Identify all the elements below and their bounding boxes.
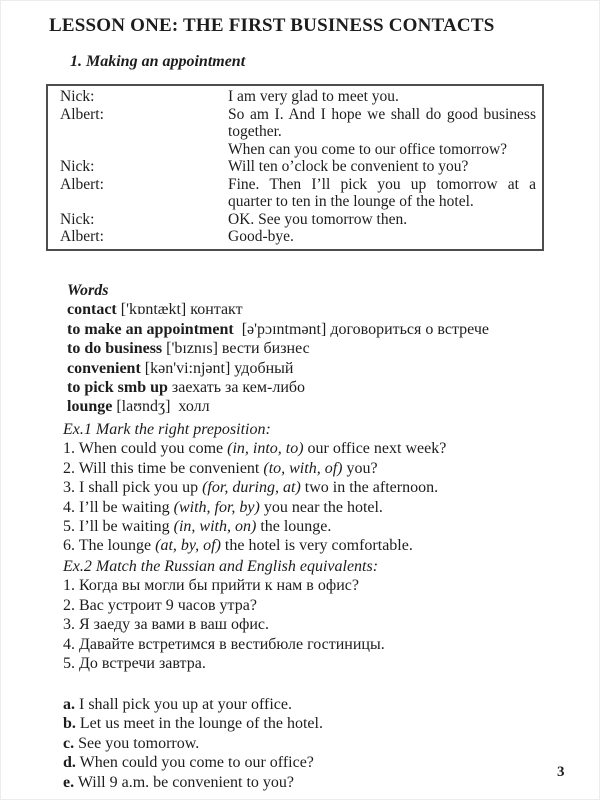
vocab-translation: заехать за кем-либо xyxy=(167,379,306,397)
vocab-entry xyxy=(67,359,489,378)
dialogue-speaker: Nick: xyxy=(60,210,95,228)
dialogue-line: together. xyxy=(228,123,282,140)
page-number: 3 xyxy=(557,764,565,780)
exercise-1-section xyxy=(63,420,446,556)
answer-letter: d. xyxy=(63,754,76,772)
vocab-translation: [laʊndʒ] холл xyxy=(112,398,210,416)
dialogue-row xyxy=(48,176,542,211)
dialogue-box xyxy=(46,84,544,251)
dialogue-row xyxy=(48,211,542,229)
exercise-item: 3. I shall pick you up (for, during, at) two in the afternoon. xyxy=(63,479,439,497)
exercise-item: 1. Когда вы могли бы прийти к нам в офис? xyxy=(63,577,359,595)
dialogue-speaker: Nick: xyxy=(60,88,95,105)
dialogue-speaker: Nick: xyxy=(60,158,95,175)
preposition-options: (in, into, to) xyxy=(227,440,304,458)
dialogue-row xyxy=(48,228,542,246)
exercise-item: 5. I’ll be waiting (in, with, on) the lounge. xyxy=(63,518,332,536)
exercise-item: 3. Я заеду за вами в ваш офис. xyxy=(63,616,270,634)
vocab-translation: ['bɪznɪs] вести бизнес xyxy=(162,340,310,358)
dialogue-speaker: Albert: xyxy=(60,228,104,245)
exercise-2-answers xyxy=(63,695,323,792)
exercise-item: 4. Давайте встретимся в вестибюле гостиницы. xyxy=(63,635,385,653)
vocab-translation: ['kɒntækt] контакт xyxy=(116,301,243,319)
preposition-options: (in, with, on) xyxy=(173,518,257,536)
vocab-term: to make an appointment xyxy=(67,320,234,338)
vocab-translation: [ə'pɔɪntmənt] договориться о встрече xyxy=(233,320,489,338)
dialogue-speaker: Albert: xyxy=(60,175,104,193)
exercise-2-heading: Ex.2 Match the Russian and English equivalents: xyxy=(63,558,379,575)
vocab-term: to pick smb up xyxy=(67,379,168,397)
dialogue-speech xyxy=(228,106,542,159)
answer-letter: a. xyxy=(63,696,75,713)
answer-letter: c. xyxy=(63,734,75,752)
exercise-item: 2. Вас устроит 9 часов утра? xyxy=(63,596,257,614)
dialogue-speech xyxy=(228,158,542,176)
exercise-item: 6. The lounge (at, by, of) the hotel is very comfortable. xyxy=(63,537,413,555)
dialogue-line: Fine. Then I’ll pick you up tomorrow at a xyxy=(228,175,536,193)
vocab-entry xyxy=(67,397,489,416)
dialogue-line: quarter to ten in the lounge of the hotel. xyxy=(228,193,474,210)
vocab-entry xyxy=(67,300,489,319)
lesson-title: LESSON ONE: THE FIRST BUSINESS CONTACTS xyxy=(49,15,495,36)
vocab-entry xyxy=(67,339,489,358)
answer-item: b. Let us meet in the lounge of the hotel. xyxy=(63,715,323,733)
exercise-item: 1. When could you come (in, into, to) our office next week? xyxy=(63,440,447,458)
vocab-entry xyxy=(67,320,489,339)
answer-item: a. I shall pick you up at your office. xyxy=(63,696,292,713)
vocab-translation: [kən'vi:njənt] удобный xyxy=(140,359,294,377)
dialogue-line: When can you come to our office tomorrow? xyxy=(228,140,508,158)
dialogue-row xyxy=(48,158,542,176)
preposition-options: (at, by, of) xyxy=(155,537,221,555)
dialogue-speaker: Albert: xyxy=(60,105,104,123)
answer-item: c. See you tomorrow. xyxy=(63,734,200,752)
dialogue-row xyxy=(48,88,542,106)
vocab-term: convenient xyxy=(67,359,141,377)
dialogue-line: Good-bye. xyxy=(228,228,294,245)
answer-letter: b. xyxy=(63,715,76,733)
preposition-options: (with, for, by) xyxy=(173,498,260,516)
vocab-term: to do business xyxy=(67,340,163,358)
vocab-term: contact xyxy=(67,301,117,319)
exercise-item: 4. I’ll be waiting (with, for, by) you near the hotel. xyxy=(63,498,383,516)
dialogue-line: Will ten o’clock be convenient to you? xyxy=(228,158,469,175)
section-heading: 1. Making an appointment xyxy=(70,53,246,70)
dialogue-line: I am very glad to meet you. xyxy=(228,88,399,105)
dialogue-speech xyxy=(228,211,542,229)
dialogue-speech xyxy=(228,88,542,106)
exercise-2-section xyxy=(63,557,385,673)
exercise-item: 2. Will this time be convenient (to, with, of) you? xyxy=(63,459,378,477)
vocab-entry xyxy=(67,378,489,397)
dialogue-speech xyxy=(228,176,542,211)
dialogue-speech xyxy=(228,228,542,246)
vocab-term: lounge xyxy=(67,398,113,416)
answer-item: d. When could you come to our office? xyxy=(63,754,314,772)
exercise-item: 5. До встречи завтра. xyxy=(63,655,206,673)
answer-item: e. Will 9 a.m. be convenient to you? xyxy=(63,773,295,791)
exercise-1-heading: Ex.1 Mark the right preposition: xyxy=(63,421,271,438)
dialogue-row xyxy=(48,106,542,159)
dialogue-line: OK. See you tomorrow then. xyxy=(228,210,408,228)
words-section xyxy=(67,281,489,417)
words-heading: Words xyxy=(67,282,109,299)
preposition-options: (for, during, at) xyxy=(202,479,301,497)
dialogue-line: So am I. And I hope we shall do good business xyxy=(228,105,536,123)
answer-letter: e. xyxy=(63,773,75,791)
preposition-options: (to, with, of) xyxy=(263,459,343,477)
